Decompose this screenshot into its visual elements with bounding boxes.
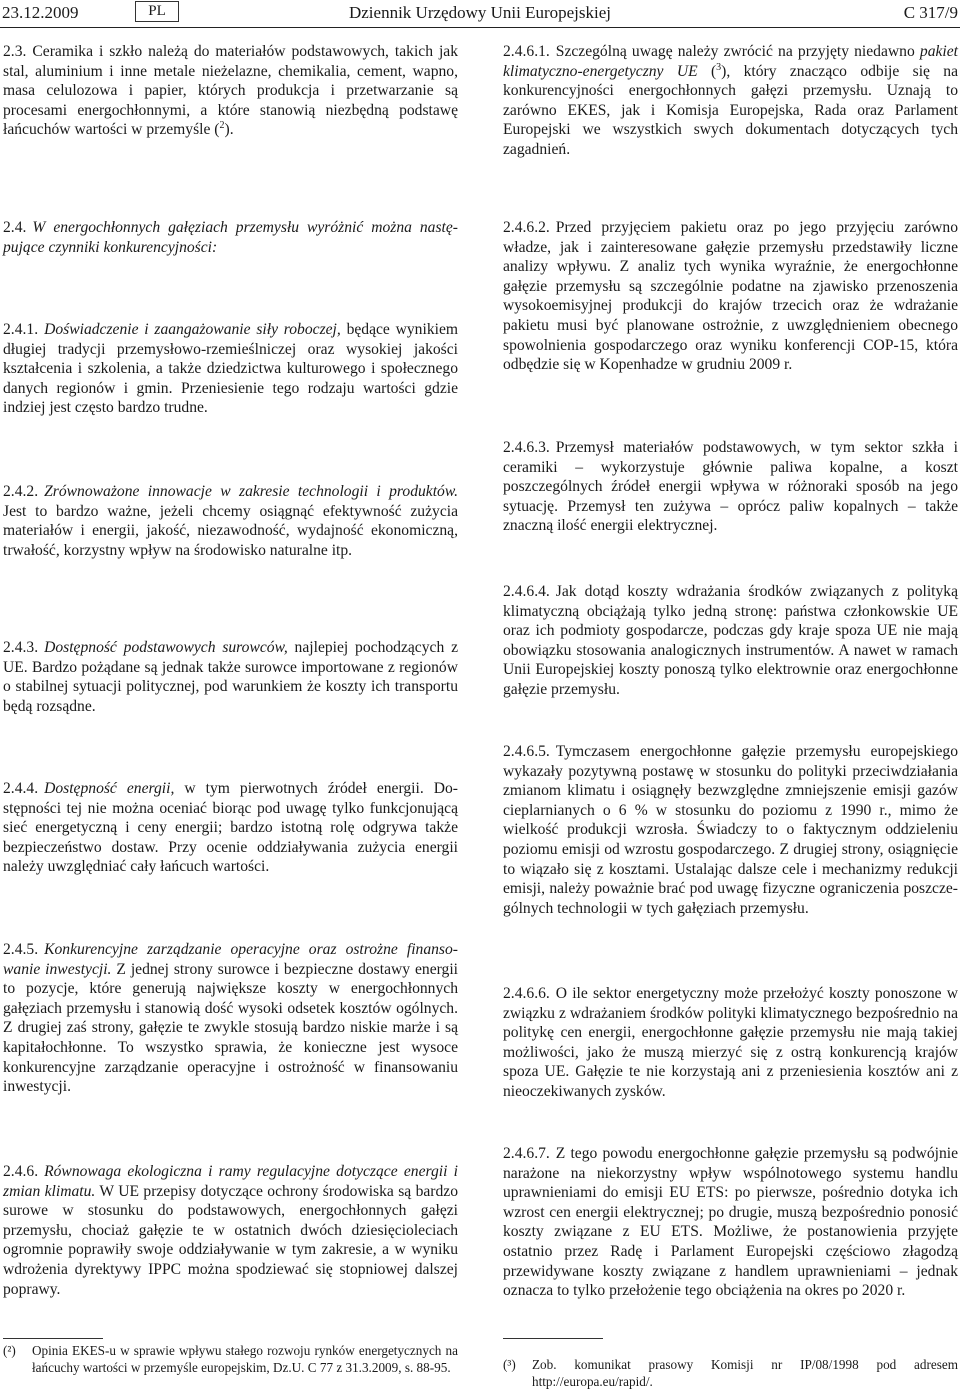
paragraph-text: Jest to bardzo ważne, jeżeli chcemy osiągnąć efektywność zużycia materiałów i energii, jakość, niezawodność, wydajność ekonomiczną, trwałość, korzystny wpływ na środowisko naturalne itp.	[3, 502, 458, 559]
paragraph-number: 2.4.6.5.	[503, 743, 550, 760]
paragraph-2-4-6-5	[503, 742, 958, 918]
paragraph-text: Ceramika i szkło należą do materiałów podstawowych, takich jak stal, aluminium i inne metale nieżelazne, chemikalia, cement, wapno, masa celulozowa i papier, których produkcja i przetwarzanie są procesami energochłonnymi, a które stanowią niezbędną podstawę łańcuchów wartości w przemyśle (	[3, 43, 458, 139]
paragraph-number: 2.4.2.	[3, 483, 39, 500]
page-reference: C 317/9	[903, 3, 958, 22]
paragraph-2-3	[3, 42, 458, 140]
footnote-2	[3, 1343, 458, 1376]
paragraph-number: 2.4.6.3.	[503, 439, 550, 456]
paragraph-number: 2.4.3.	[3, 639, 39, 656]
paragraph-text: Z jednej strony surowce i bezpieczne dostawy energii to pozycje, które generują największe koszty w energochłonnych gałęziach przemysłu i stanowią dość wysoki odsetek kosztów ogólnych. Z drugiej zaś strony, gałęzie te zwykle stosują bardzo niskie marże i są kapitałochłonne. To wszystko sprawia, że konieczne jest wysoce konkurencyjne zarządzanie operacyjne i ostrożność w finansowaniu inwestycji.	[3, 960, 458, 1096]
paragraph-text: W UE przepisy dotyczące ochrony środowiska są bardzo surowe w stosunku do podstawowych, energochłonnych gałęzi przemysłu, chociaż gałęzie te w ostatnich dwóch dziesięcioleciach ogromnie poprawiły swoje oddziaływanie w tym zakresie, a w wyniku wdrożenia dyrektywy IPPC można spodziewać się stopniowej dalszej poprawy.	[3, 1182, 458, 1298]
paragraph-text: Jak dotąd koszty wdrażania środków związanych z polityką klimatyczną obciążają tylko jedną stronę: państwa członkowskie UE oraz ich podmioty gospodarcze, podczas gdy kraje spoza UE nie mają obowiązku stosowania analogicznych instrumentów. A nawet w ramach Unii Europejskiej koszty ponoszą tylko elektrownie oraz energochłonne gałęzie przemysłu.	[503, 583, 958, 698]
paragraph-2-4-6-6	[503, 984, 958, 1102]
footnote-text: Zob. komunikat prasowy Komisji nr IP/08/1998 pod adresem http://europa.eu/rapid/.	[532, 1357, 958, 1389]
paragraph-heading: Konkurencyjne zarządzanie operacyjne oraz ostrożne finansowanie inwestycji.	[3, 941, 458, 978]
paragraph-heading: Dostępność energii,	[44, 780, 175, 797]
language-badge: PL	[135, 1, 179, 22]
paragraph-2-4-4	[3, 779, 458, 877]
paragraph-heading: Dostępność podstawowych surowców,	[44, 639, 288, 656]
paragraph-2-4	[3, 218, 458, 257]
paragraph-2-4-5	[3, 940, 458, 1097]
paragraph-heading: Doświadczenie i zaangażowanie siły roboczej,	[44, 321, 341, 338]
paragraph-number: 2.4.6.7.	[503, 1145, 550, 1162]
paragraph-2-4-6	[3, 1162, 458, 1299]
paragraph-number: 2.4.6.2.	[503, 219, 550, 236]
header-rule	[0, 27, 960, 28]
paragraph-text: Przemysł materiałów podstawowych, w tym sektor szkła i ceramiki – wykorzystuje głównie paliwa kopalne, a koszt poszczególnych źródeł energii wpływa w różnoraki sposób na jego sytuację. Przemysł ten zużywa – oprócz paliw kopalnych – także znaczną ilość energii elektrycznej.	[503, 439, 958, 535]
paragraph-number: 2.4.1.	[3, 321, 39, 338]
paragraph-2-4-6-1	[503, 42, 958, 160]
publication-date: 23.12.2009	[2, 3, 79, 22]
paragraph-number: 2.4.6.	[3, 1163, 39, 1180]
footnote-mark: (²)	[3, 1343, 16, 1358]
paragraph-emphasis: pakiet klimatyczno-energetyczny UE	[503, 43, 958, 80]
paragraph-2-4-3	[3, 638, 458, 716]
paragraph-2-4-2	[3, 482, 458, 560]
paragraph-2-4-6-7	[503, 1144, 958, 1301]
paragraph-heading: Zrównoważone innowacje w zakresie technologii i produktów.	[44, 483, 458, 500]
paragraph-text: O ile sektor energetyczny może przełożyć koszty ponoszone w związku z wdrażaniem środków polityki klimatycznego bezpośrednio na politykę cen energii, energochłonne gałęzie przemysłu nie mają takiej możliwości, jako że muszą mierzyć się z ostrą konkurencją krajów spoza UE. Gałęzie te nie korzystają ani z przeniesienia kosztów ani z nieoczekiwanych zysków.	[503, 985, 958, 1100]
paragraph-text: Z tego powodu energochłonne gałęzie przemysłu są podwójnie narażone na niekorzystny wpływ wspólnotowego systemu handlu uprawnieniami do emisji EU ETS: po pierwsze, pośrednio dotyka ich wzrost cen energii elektrycznej; po drugie, muszą bezpośrednio ponosić koszty związane z EU ETS. Możliwe, że postanowienia przyjęte ostatnio przez Radę i Parlament Europejski częściowo złagodzą przewidywane koszty związane z handlem uprawnieniami – jednak oznacza to tylko przełożenie tego obciążenia na okres po 2020 r.	[503, 1145, 958, 1300]
paragraph-2-4-6-4	[503, 582, 958, 700]
paragraph-number: 2.4.6.1.	[503, 43, 550, 60]
footnote-3	[503, 1357, 958, 1390]
paragraph-text: najlepiej pochodzących z UE. Bardzo pożądane są jednak także surowce importowane z regionów o stabilnej sytuacji politycznej, pod warunkiem że koszty ich transportu będą rozsądne.	[3, 639, 458, 715]
paragraph-text: Przed przyjęciem pakietu oraz po jego przyjęciu zarówno władze, jak i zainteresowane gałęzie przemysłu przedstawiły liczne analizy wpływu. Z analiz tych wynika wyraźnie, że energochłonne gałęzie przemysłu są szczególnie podatne na zjawisko przenoszenia wysokoemisyjnej produkcji do krajów trzecich oraz że wdrażanie pakietu musi być planowane ostrożnie, z uwzględnieniem obecnego spowolnienia gospodarczego oraz wyniku konferencji COP-15, która odbędzie się w Kopenhadze w grudniu 2009 r.	[503, 219, 958, 374]
paragraph-number: 2.4.6.6.	[503, 985, 550, 1002]
paragraph-2-4-6-3	[503, 438, 958, 536]
footnote-ref[interactable]: 3	[716, 61, 722, 73]
paragraph-text: Tymczasem energochłonne gałęzie przemysłu europejskiego wykazały pozytywną postawę w stosunku do polityki przeciwdziałania zmianom klimatu i osiągnęły bezwzględne zmniejszenie emisji gazów cieplarnianych o 6 % w stosunku do poziomu z 1990 r., mimo że wielkość produkcji wzrosła. Świadczy to o faktycznym oddzieleniu poziomu emisji od wzrostu gospodarczego. Z drugiej strony, osiągnięcie to wiązało się z kosztami. Ustalając dalsze cele i mechanizmy redukcji emisji, należy poważnie brać pod uwagę fizyczne ograniczenia poszczególnych technologii w tych gałęziach przemysłu.	[503, 743, 958, 917]
footnote-ref[interactable]: 2	[219, 120, 225, 132]
footnote-separator	[503, 1338, 603, 1339]
paragraph-number: 2.4.5.	[3, 941, 39, 958]
footnote-mark: (³)	[503, 1357, 516, 1372]
paragraph-text: Szczególną uwagę należy zwrócić na przyjęty niedawno	[555, 43, 920, 60]
paragraph-2-4-6-2	[503, 218, 958, 375]
journal-title: Dziennik Urzędowy Unii Europejskiej	[348, 3, 611, 22]
paragraph-text-end: ), który znacząco odbije się na konkurencyjności energochłonnych gałęzi przemysłu. Uznają to zarówno EKES, jak i Komisja Europejska, Rada oraz Parlament Europejski we wszystkich swych dokumentach dotyczących tych zagadnień.	[503, 62, 959, 158]
paragraph-text-end: ).	[224, 121, 234, 139]
paragraph-heading: Równowaga ekologiczna i ramy regulacyjne dotyczące energii i zmian klimatu.	[3, 1163, 458, 1200]
paragraph-number: 2.3.	[3, 43, 27, 60]
paragraph-heading: W energochłonnych gałęziach przemysłu wyróżnić można następujące czynniki konkurencyjności:	[3, 219, 458, 256]
footnote-separator	[3, 1338, 103, 1339]
page-header	[0, 0, 960, 26]
paragraph-number: 2.4.4.	[3, 780, 39, 797]
paragraph-text: będące wynikiem długiej tradycji przemysłowo-rzemieślniczej oraz wysokiej jakości kształcenia i szkolenia, a także dziedzictwa kulturowego i społecznego danych regionów i gmin. Przeniesienie tego rodzaju wartości gdzie indziej jest często bardzo trudne.	[3, 321, 458, 417]
paragraph-2-4-1	[3, 320, 458, 418]
footnote-text: Opinia EKES-u w sprawie wpływu stałego rozwoju rynków energetycznych na łańcuchy wartości w przemyśle europejskim, Dz.U. C 77 z 31.3.2009, s. 88-95.	[32, 1343, 458, 1375]
paragraph-number: 2.4.6.4.	[503, 583, 550, 600]
paragraph-text: w tym pierwotnych źródeł energii. Dostępności tej nie można oceniać biorąc pod uwagę tylko funkcjonującą sieć energetyczną i ceny energii; bardzo istotną rolę odgrywa także bezpieczeństwo dostaw. Przy ocenie oddziaływania zużycia energii należy uwzględniać cały łańcuch wartości.	[3, 780, 458, 876]
paragraph-number: 2.4.	[3, 219, 27, 236]
paragraph-text: (	[697, 62, 717, 80]
